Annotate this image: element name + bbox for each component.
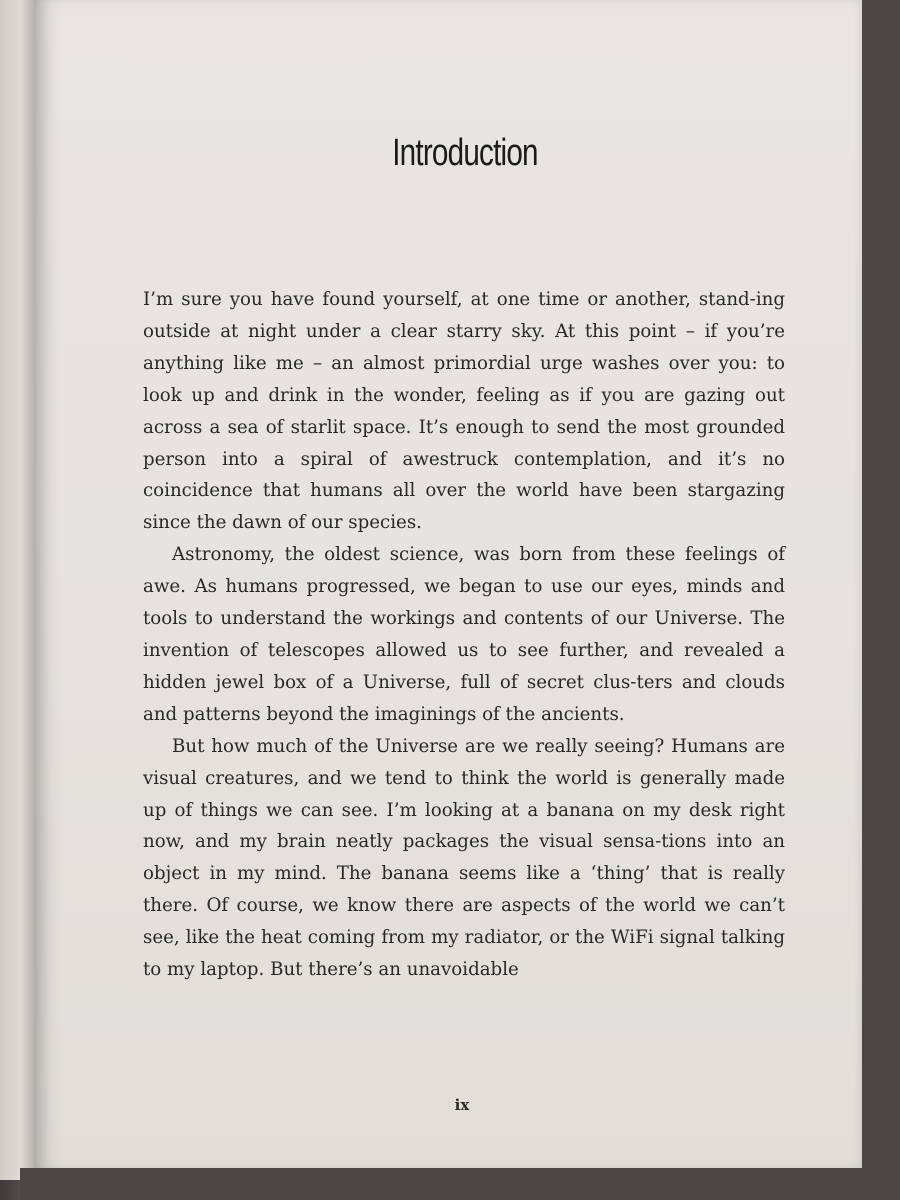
paragraph-1: I’m sure you have found yourself, at one time or another, stand-ing outside at night under a clear starry sky. At this point – if you’re anything like me – an almost primordial urge washes over you: to look up and drink in the wonder, feeling as if you are gazing out across a sea of starlit space. It’s enough to send the most grounded person into a spiral of awestruck contemplation, and it’s no coincidence that humans all over the world have been stargazing since the dawn of our species.: [143, 289, 785, 534]
page-bottom-shadow: [20, 1168, 880, 1200]
paragraph-3: But how much of the Universe are we really seeing? Humans are visual creatures, and we tend to think the world is generally made up of things we can see. I’m looking at a banana on my desk right now, and my brain neatly packages the visual sensa-tions into an object in my mind. The banana seems like a ‘thing’ that is really there. Of course, we know there are aspects of the world we can’t see, like the heat coming from my radiator, or the WiFi signal talking to my laptop. But there’s an unavoidable: [143, 735, 785, 981]
body-text: [143, 284, 785, 986]
chapter-title: Introduction: [392, 132, 538, 174]
previous-page-edge: [0, 0, 34, 1180]
paragraph-2: Astronomy, the oldest science, was born from these feelings of awe. As humans progressed, we began to use our eyes, minds and tools to understand the workings and contents of our Universe. The invention of telescopes allowed us to see further, and revealed a hidden jewel box of a Universe, full of secret clus-ters and clouds and patterns beyond the imaginings of the ancients.: [143, 544, 785, 725]
page-number: ix: [454, 1096, 470, 1114]
